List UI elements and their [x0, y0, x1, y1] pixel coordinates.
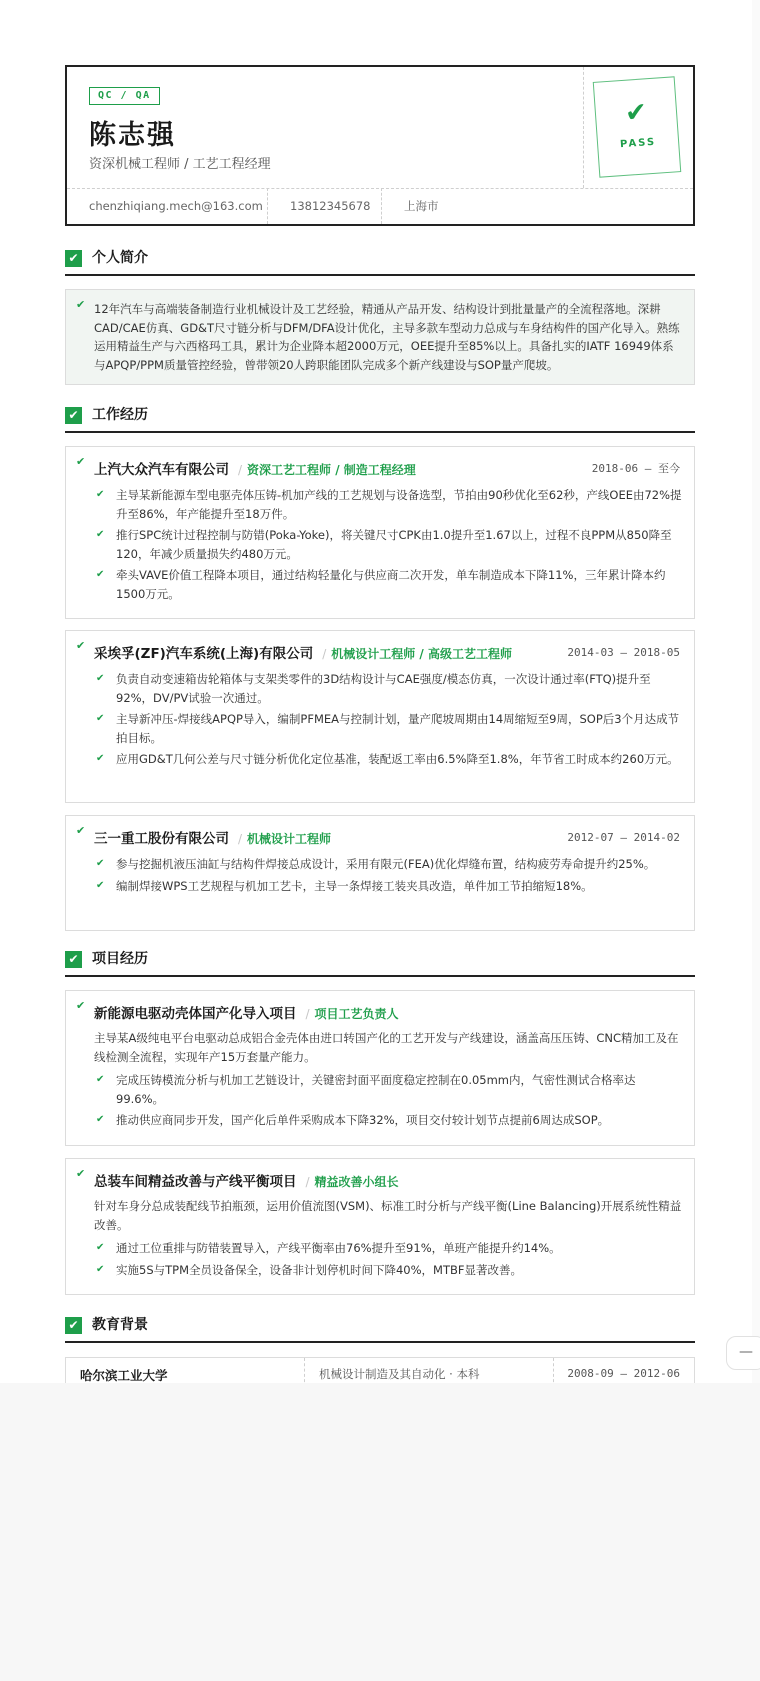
section-work-heading: [65, 405, 695, 433]
card-check-icon: ✔: [76, 824, 86, 837]
job-role: 机械设计工程师: [247, 832, 332, 846]
list-item: ✔ 应用GD&T几何公差与尺寸链分析优化定位基准，装配返工率由6.5%降至1.8%，年节省工时成本约260万元。: [94, 750, 682, 769]
separator: /: [238, 463, 243, 477]
list-item: ✔ 推动供应商同步开发，国产化后单件采购成本下降32%，项目交付较计划节点提前6周达成SOP。: [94, 1111, 682, 1130]
section-check-icon: ✔: [65, 407, 82, 424]
list-item: ✔ 负责自动变速箱齿轮箱体与支架类零件的3D结构设计与CAE强度/模态仿真，一次设计通过率(FTQ)提升至92%，DV/PV试验一次通过。: [94, 670, 682, 707]
resume-header: [65, 65, 695, 226]
candidate-name: 陈志强: [89, 120, 176, 151]
job-card: [65, 815, 695, 931]
job-role: 机械设计工程师 / 高级工艺工程师: [331, 647, 512, 661]
company-name: 上汽大众汽车有限公司: [94, 462, 229, 478]
list-item: ✔ 参与挖掘机液压油缸与结构件焊接总成设计，采用有限元(FEA)优化焊缝布置，结构疲劳寿命提升约25%。: [94, 855, 682, 874]
project-card: [65, 990, 695, 1146]
summary-card: [65, 289, 695, 385]
list-item: ✔ 推行SPC统计过程控制与防错(Poka-Yoke)，将关键尺寸CPK由1.0提升至1.67以上，过程不良PPM从850降至120，年减少质量损失约480万元。: [94, 526, 682, 563]
section-title: 项目经历: [92, 951, 148, 967]
card-check-icon: ✔: [76, 455, 86, 468]
candidate-title: 资深机械工程师 / 工艺工程经理: [89, 157, 271, 172]
company-name: 采埃孚(ZF)汽车系统(上海)有限公司: [94, 646, 314, 662]
list-item: ✔ 通过工位重排与防错装置导入，产线平衡率由76%提升至91%，单班产能提升约14%。: [94, 1239, 682, 1258]
job-card: [65, 446, 695, 619]
section-summary-heading: [65, 248, 695, 276]
job-heading: [94, 459, 416, 479]
section-title: 教育背景: [92, 1317, 148, 1333]
section-projects-heading: [65, 949, 695, 977]
pass-stamp: [593, 76, 681, 177]
contact-phone[interactable]: 13812345678: [268, 188, 382, 224]
project-role: 精益改善小组长: [314, 1175, 399, 1189]
stamp-area: [583, 67, 693, 188]
project-name: 总装车间精益改善与产线平衡项目: [94, 1174, 297, 1190]
job-card: [65, 630, 695, 803]
list-item: ✔ 完成压铸模流分析与机加工艺链设计，关键密封面平面度稳定控制在0.05mm内，气密性测试合格率达99.6%。: [94, 1071, 682, 1108]
education-period: 2008-09 — 2012-06: [567, 1367, 680, 1380]
list-item: ✔ 牵头VAVE价值工程降本项目，通过结构轻量化与供应商二次开发，单车制造成本下降11%，三年累计降本约1500万元。: [94, 566, 682, 603]
minus-icon: —: [739, 1344, 753, 1360]
job-bullets: [94, 670, 682, 772]
education-school: 哈尔滨工业大学: [80, 1368, 168, 1383]
job-period: 2012-07 — 2014-02: [567, 831, 680, 844]
job-role: 资深工艺工程师 / 制造工程经理: [247, 463, 416, 477]
contact-email[interactable]: chenzhiqiang.mech@163.com: [67, 188, 268, 224]
section-check-icon: ✔: [65, 1317, 82, 1334]
project-bullets: [94, 1071, 682, 1133]
project-name: 新能源电驱动壳体国产化导入项目: [94, 1006, 297, 1022]
job-bullets: [94, 855, 682, 898]
project-card: [65, 1158, 695, 1295]
company-name: 三一重工股份有限公司: [94, 831, 229, 847]
separator: /: [238, 832, 243, 846]
list-item: ✔ 主导某新能源车型电驱壳体压铸-机加产线的工艺规划与设备选型，节拍由90秒优化至62秒，产线OEE由72%提升至86%，年产能提升至18万件。: [94, 486, 682, 523]
scroll-track[interactable]: [752, 0, 760, 1383]
contact-city: 上海市: [404, 199, 439, 213]
card-check-icon: ✔: [76, 1167, 86, 1180]
stamp-text: PASS: [619, 136, 657, 151]
list-item: ✔ 实施5S与TPM全员设备保全，设备非计划停机时间下降40%，MTBF显著改善。: [94, 1261, 682, 1280]
stamp-check-icon: ✔: [624, 97, 648, 129]
list-item: ✔ 编制焊接WPS工艺规程与机加工艺卡，主导一条焊接工装夹具改造，单件加工节拍缩短18%。: [94, 877, 682, 896]
side-collapse-button[interactable]: [726, 1336, 760, 1370]
project-heading: [94, 1003, 399, 1023]
section-title: 个人简介: [92, 250, 148, 266]
section-education-heading: [65, 1315, 695, 1343]
job-bullets: [94, 486, 682, 606]
job-period: 2014-03 — 2018-05: [567, 646, 680, 659]
project-description: 主导某A级纯电平台电驱动总成铝合金壳体由进口转国产化的工艺开发与产线建设，涵盖高压压铸、CNC精加工及在线检测全流程，实现年产15万套量产能力。: [94, 1031, 679, 1064]
project-bullets: [94, 1239, 682, 1282]
list-item: ✔ 主导新冲压-焊接线APQP导入，编制PFMEA与控制计划，量产爬坡周期由14周缩短至9周，SOP后3个月达成节拍目标。: [94, 710, 682, 747]
education-major: 机械设计制造及其自动化 · 本科: [304, 1358, 554, 1383]
section-title: 工作经历: [92, 407, 148, 423]
project-description: 针对车身分总成装配线节拍瓶颈，运用价值流图(VSM)、标准工时分析与产线平衡(Line Balancing)开展系统性精益改善。: [94, 1199, 682, 1232]
project-heading: [94, 1171, 399, 1191]
section-check-icon: ✔: [65, 951, 82, 968]
qc-qa-tag: QC / QA: [89, 87, 160, 105]
job-heading: [94, 828, 331, 848]
section-check-icon: ✔: [65, 250, 82, 267]
card-check-icon: ✔: [76, 298, 86, 311]
summary-text: 12年汽车与高端装备制造行业机械设计及工艺经验，精通从产品开发、结构设计到批量量产的全流程落地。深耕CAD/CAE仿真、GD&T尺寸链分析与DFM/DFA设计优化，主导多款车型动力总成与车身结构件的国产化导入。熟练运用精益生产与六西格玛工具，累计为企业降本超2000万元，OEE提升至85%以上。具备扎实的IATF 16949体系与APQP/PPM质量管控经验，曾带领20人跨职能团队完成多个新产线建设与SOP量产爬坡。: [94, 302, 680, 372]
card-check-icon: ✔: [76, 999, 86, 1012]
job-heading: [94, 643, 512, 663]
separator: /: [322, 647, 327, 661]
project-role: 项目工艺负责人: [314, 1007, 399, 1021]
job-period: 2018-06 — 至今: [591, 462, 680, 475]
card-check-icon: ✔: [76, 639, 86, 652]
separator: /: [305, 1175, 310, 1189]
education-row: [65, 1357, 695, 1383]
separator: /: [305, 1007, 310, 1021]
